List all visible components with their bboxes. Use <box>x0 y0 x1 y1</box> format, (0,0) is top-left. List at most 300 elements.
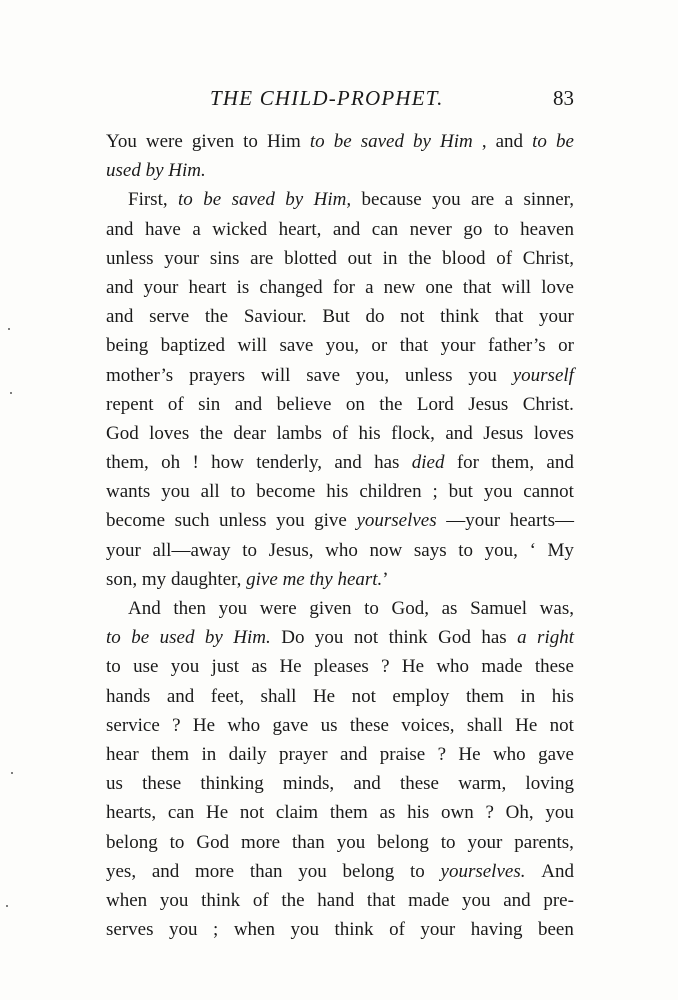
italic-word: by <box>285 189 304 211</box>
word: wants <box>106 481 151 503</box>
word: when <box>233 919 275 941</box>
word: sins <box>209 247 240 269</box>
word: you <box>170 656 200 678</box>
text-line <box>106 565 574 594</box>
text-line <box>106 156 574 185</box>
word: do <box>365 306 385 328</box>
word: and <box>166 685 195 707</box>
word: ? <box>437 743 446 765</box>
word: heart <box>188 276 227 298</box>
word: unless <box>405 364 453 386</box>
word: become <box>256 481 316 503</box>
word: you <box>298 860 327 882</box>
word: have <box>144 218 181 240</box>
word: were <box>145 131 183 152</box>
word: to <box>440 831 456 853</box>
word: blotted <box>284 247 337 269</box>
word: minds, <box>282 773 335 795</box>
word: of <box>389 919 405 941</box>
word: or <box>558 335 574 357</box>
word: when <box>106 889 148 911</box>
word: you <box>483 481 513 503</box>
word: Christ, <box>522 247 574 269</box>
word: to <box>493 218 509 240</box>
text-line <box>106 361 574 390</box>
scan-speck <box>11 772 13 774</box>
text-line <box>106 127 574 156</box>
word: your <box>440 335 476 357</box>
word: God <box>106 422 139 444</box>
word: your <box>539 306 574 328</box>
word: that <box>494 306 524 328</box>
word: are <box>471 189 495 211</box>
word: was, <box>539 598 574 619</box>
word: My <box>547 539 574 561</box>
word: his <box>358 422 381 444</box>
text-line <box>106 711 574 740</box>
word: claim <box>275 802 319 824</box>
word: you <box>161 481 190 503</box>
word: the <box>379 393 403 415</box>
italic-word: died <box>411 452 445 474</box>
word: us <box>320 714 338 736</box>
word: And <box>128 598 161 619</box>
italic-word: to <box>106 627 121 649</box>
word: in <box>201 743 217 765</box>
word: as <box>379 802 396 824</box>
word: and <box>334 452 362 474</box>
word: and <box>495 131 524 152</box>
word: my <box>141 568 167 590</box>
italic-word: used <box>159 627 195 649</box>
word: to <box>106 656 121 678</box>
word: He <box>312 685 336 707</box>
word: a <box>504 189 514 211</box>
text-line <box>106 536 574 565</box>
word: baptized <box>160 335 226 357</box>
italic-word: be <box>555 131 574 152</box>
word: gave <box>538 743 574 765</box>
italic-word: heart. <box>337 568 383 590</box>
word: hearts, <box>106 802 157 824</box>
word: serves <box>106 919 154 941</box>
word: but <box>448 481 473 503</box>
text-line <box>106 652 574 681</box>
word: repent <box>106 393 154 415</box>
word: He <box>205 802 229 824</box>
word: as <box>441 598 458 619</box>
word: just <box>211 656 239 678</box>
italic-word: Him, <box>313 189 352 211</box>
word: Oh, <box>505 802 534 824</box>
word: because <box>361 189 422 211</box>
text-line <box>106 623 574 652</box>
word: ; <box>213 919 219 941</box>
word: , <box>481 131 487 152</box>
word: will <box>237 335 268 357</box>
text-line <box>106 302 574 331</box>
word: who <box>492 743 526 765</box>
word: prayers <box>189 364 245 386</box>
word: He <box>515 714 538 736</box>
word: First, <box>128 189 168 211</box>
word: more <box>241 831 281 853</box>
word: than <box>249 860 283 882</box>
italic-word: saved <box>360 131 404 152</box>
word: ‘ <box>529 539 536 561</box>
word: service <box>106 714 160 736</box>
word: of <box>252 889 269 911</box>
word: and <box>106 218 134 240</box>
italic-word: yourselves <box>356 510 437 532</box>
word: being <box>106 335 149 357</box>
word: your <box>467 831 503 853</box>
word: mother’s <box>106 364 174 386</box>
italic-word: be <box>333 131 352 152</box>
word: a <box>192 218 201 240</box>
word: in <box>520 685 536 707</box>
word: can <box>167 802 195 824</box>
word: them <box>465 685 504 707</box>
scan-speck <box>10 392 12 394</box>
word: to <box>242 539 257 561</box>
word: you <box>314 627 344 649</box>
word: yes, <box>106 860 137 882</box>
word: of <box>496 247 513 269</box>
word: ? <box>485 802 494 824</box>
word: his <box>326 481 349 503</box>
italic-word: Him <box>440 131 473 152</box>
word: loves <box>533 422 574 444</box>
word: voices, <box>401 714 455 736</box>
word: on <box>345 393 365 415</box>
word: and <box>445 422 473 444</box>
word: sin <box>198 393 221 415</box>
word: your <box>164 247 200 269</box>
word: that <box>462 276 492 298</box>
word: that <box>399 335 429 357</box>
word: shall <box>260 685 297 707</box>
word: unless <box>219 510 267 532</box>
word: these <box>142 773 182 795</box>
word: parents, <box>514 831 574 853</box>
word: loving <box>525 773 574 795</box>
word: use <box>133 656 159 678</box>
running-head <box>106 86 574 114</box>
word: Jesus, <box>268 539 314 561</box>
word: to <box>169 831 185 853</box>
text-line <box>106 331 574 360</box>
word: who <box>436 656 470 678</box>
word: give <box>314 510 347 532</box>
word: you <box>169 919 198 941</box>
word: father’s <box>487 335 546 357</box>
word: dear <box>233 422 267 444</box>
word: you <box>218 598 248 619</box>
word: and <box>151 860 180 882</box>
word: not <box>353 627 379 649</box>
italic-word: yourself <box>512 364 574 386</box>
text-line <box>106 740 574 769</box>
word: cannot <box>523 481 574 503</box>
word: go <box>463 218 483 240</box>
word: one <box>425 276 453 298</box>
word: or <box>371 335 388 357</box>
italic-word: Him. <box>233 627 271 649</box>
word: not <box>351 685 376 707</box>
text-line <box>106 886 574 915</box>
word: new <box>383 276 416 298</box>
word: serve <box>149 306 190 328</box>
word: He <box>458 743 481 765</box>
italic-word: used <box>106 160 141 182</box>
word: belong <box>342 860 395 882</box>
word: believe <box>276 393 332 415</box>
text-line <box>106 448 574 477</box>
word: your <box>106 539 141 561</box>
word: you <box>276 510 305 532</box>
word: has <box>374 452 400 474</box>
word: are <box>250 247 274 269</box>
word: Samuel <box>470 598 528 619</box>
word: and <box>546 452 574 474</box>
word: been <box>538 919 574 941</box>
word: not <box>239 802 265 824</box>
word: to <box>243 131 258 152</box>
word: to <box>458 539 474 561</box>
italic-word: be <box>131 627 150 649</box>
word: think <box>334 919 374 941</box>
text-line <box>106 828 574 857</box>
word: Jesus <box>483 422 524 444</box>
text-line <box>106 506 574 535</box>
word: you, <box>355 364 390 386</box>
italic-word: right <box>537 627 574 649</box>
word: and <box>106 276 134 298</box>
word: you, <box>325 335 359 357</box>
word: save <box>306 364 341 386</box>
text-line <box>106 915 574 944</box>
word: hand <box>317 889 355 911</box>
word: made <box>408 889 450 911</box>
text-line <box>106 857 574 886</box>
word: feet, <box>210 685 245 707</box>
word: praise <box>379 743 426 765</box>
text-line <box>106 244 574 273</box>
body-text <box>106 127 574 944</box>
word: more <box>195 860 235 882</box>
word: made <box>481 656 523 678</box>
word: ? <box>172 714 181 736</box>
page-number: 83 <box>553 86 574 110</box>
scan-speck <box>6 905 8 907</box>
word: the <box>408 247 432 269</box>
word: think <box>201 889 241 911</box>
word: He <box>192 714 216 736</box>
word: God <box>196 831 230 853</box>
word: can <box>371 218 399 240</box>
word: You <box>106 131 137 152</box>
word: than <box>292 831 325 853</box>
word: not <box>549 714 574 736</box>
text-line <box>106 769 574 798</box>
text-line <box>106 215 574 244</box>
word: children <box>359 481 422 503</box>
word: will <box>501 276 532 298</box>
word: belong <box>377 831 429 853</box>
word: us <box>106 773 123 795</box>
word: pleases <box>313 656 369 678</box>
word: hearts— <box>509 510 574 532</box>
word: given <box>309 598 352 619</box>
word: you <box>461 889 491 911</box>
word: prayer <box>279 743 328 765</box>
text-line <box>106 798 574 827</box>
word: and <box>332 218 361 240</box>
word: and <box>353 773 381 795</box>
word: daily <box>228 743 267 765</box>
word: a <box>365 276 374 298</box>
word: the <box>199 422 223 444</box>
word: will <box>260 364 291 386</box>
italic-word: by <box>145 160 164 182</box>
word: unless <box>106 247 154 269</box>
word: heaven <box>520 218 574 240</box>
word: such <box>174 510 210 532</box>
italic-word: thy <box>309 568 333 590</box>
word: to <box>410 860 425 882</box>
word: is <box>236 276 250 298</box>
word: employ <box>392 685 450 707</box>
word: sinner, <box>523 189 574 211</box>
word: love <box>541 276 574 298</box>
word: and <box>234 393 263 415</box>
word: your <box>420 919 456 941</box>
word: that <box>366 889 396 911</box>
word: you <box>545 802 574 824</box>
italic-word: by <box>413 131 431 152</box>
italic-word: Him. <box>168 160 206 182</box>
text-line <box>106 273 574 302</box>
word: He <box>401 656 425 678</box>
word: save <box>279 335 314 357</box>
word: warm, <box>458 773 507 795</box>
word: his <box>551 685 574 707</box>
text-line <box>106 682 574 711</box>
word: all—away <box>152 539 231 561</box>
italic-word: a <box>517 627 527 649</box>
word: not <box>400 306 425 328</box>
text-line <box>106 477 574 506</box>
word: He <box>279 656 302 678</box>
italic-word: to <box>178 189 193 211</box>
word: Do <box>281 627 305 649</box>
italic-word: yourselves. <box>440 860 526 882</box>
word: these <box>349 714 389 736</box>
word: and <box>503 889 531 911</box>
word: for <box>456 452 479 474</box>
word: son, <box>106 568 138 590</box>
word: says <box>413 539 447 561</box>
word: for <box>332 276 355 298</box>
word: loves <box>149 422 190 444</box>
word: shall <box>466 714 503 736</box>
word: you, <box>484 539 518 561</box>
word: who <box>227 714 261 736</box>
italic-word: to <box>309 131 325 152</box>
word: ’ <box>382 568 389 590</box>
word: Saviour. <box>243 306 307 328</box>
word: the <box>281 889 305 911</box>
word: become <box>106 510 166 532</box>
italic-word: be <box>203 189 222 211</box>
italic-word: saved <box>231 189 275 211</box>
word: you <box>290 919 319 941</box>
word: and <box>106 306 134 328</box>
word: Him <box>267 131 301 152</box>
word: gave <box>272 714 309 736</box>
word: But <box>322 306 350 328</box>
word: were <box>259 598 297 619</box>
word: them, <box>491 452 535 474</box>
word: hands <box>106 685 151 707</box>
word: And <box>541 860 574 882</box>
word: the <box>204 306 229 328</box>
word: all <box>200 481 220 503</box>
word: changed <box>259 276 323 298</box>
word: now <box>369 539 403 561</box>
word: them, <box>106 452 149 474</box>
word: has <box>481 627 507 649</box>
word: flock, <box>391 422 435 444</box>
word: given <box>191 131 235 152</box>
word: these <box>399 773 439 795</box>
word: them <box>329 802 368 824</box>
italic-word: by <box>204 627 223 649</box>
word: Jesus <box>468 393 509 415</box>
word: tenderly, <box>256 452 322 474</box>
word: —your <box>446 510 501 532</box>
running-title: THE CHILD-PROPHET. <box>210 86 444 110</box>
word: Lord <box>416 393 454 415</box>
italic-word: me <box>282 568 305 590</box>
word: think <box>440 306 480 328</box>
word: wicked <box>212 218 268 240</box>
word: and <box>339 743 368 765</box>
word: as <box>251 656 268 678</box>
word: these <box>534 656 574 678</box>
scan-speck <box>8 328 10 330</box>
word: to <box>230 481 246 503</box>
text-line <box>106 594 574 623</box>
word: of <box>167 393 184 415</box>
word: belong <box>106 831 158 853</box>
word: ? <box>381 656 390 678</box>
text-line <box>106 390 574 419</box>
word: out <box>347 247 372 269</box>
word: you <box>468 364 497 386</box>
word: blood <box>442 247 486 269</box>
italic-word: to <box>532 131 547 152</box>
word: your <box>143 276 179 298</box>
word: pre- <box>543 889 574 911</box>
word: hear <box>106 743 139 765</box>
word: thinking <box>200 773 264 795</box>
word: who <box>325 539 358 561</box>
text-line <box>106 185 574 214</box>
word: having <box>470 919 523 941</box>
word: oh <box>161 452 181 474</box>
